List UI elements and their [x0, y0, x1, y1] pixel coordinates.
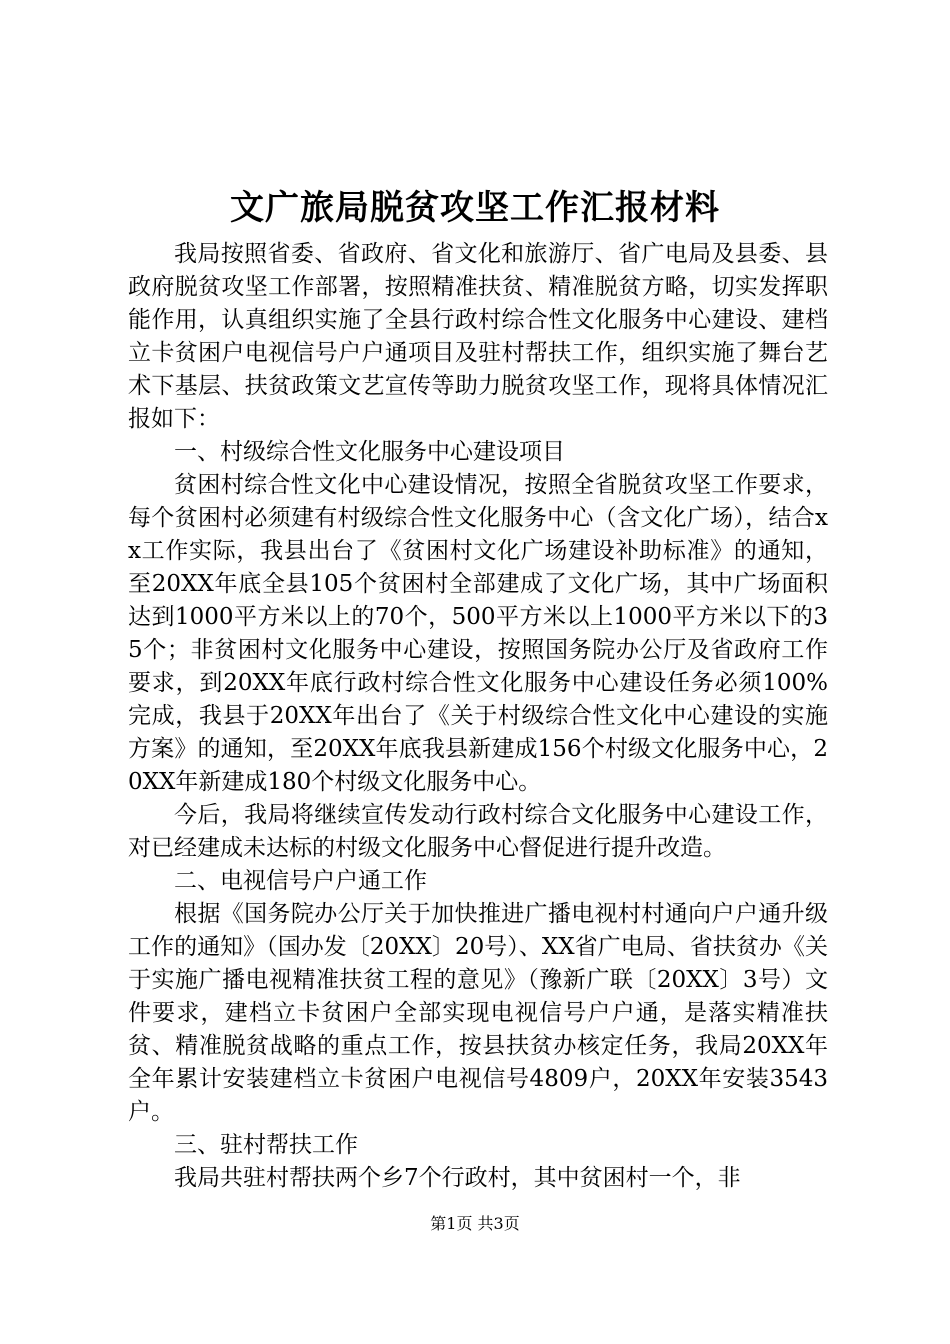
section-heading-1: 一、村级综合性文化服务中心建设项目: [174, 439, 565, 465]
intro-paragraph: 我局按照省委、省政府、省文化和旅游厅、省广电局及县委、县政府脱贫攻坚工作部署，按照精准扶贫、精准脱贫方略，切实发挥职能作用，认真组织实施了全县行政村综合性文化服务中心建设、建档立卡贫困户电视信号户户通项目及驻村帮扶工作，组织实施了舞台艺术下基层、扶贫政策文艺宣传等助力脱贫攻坚工作，现将具体情况汇报如下：: [128, 241, 828, 432]
section-heading-3: 三、驻村帮扶工作: [174, 1132, 358, 1158]
section-1-paragraph-2: 今后，我局将继续宣传发动行政村综合文化服务中心建设工作，对已经建成未达标的村级文化服务中心督促进行提升改造。: [128, 802, 828, 861]
document-title: 文广旅局脱贫攻坚工作汇报材料: [230, 188, 720, 228]
section-2-paragraph-1: 根据《国务院办公厅关于加快推进广播电视村村通向户户通升级工作的通知》（国办发〔20XX〕20号）、XX省广电局、省扶贫办《关于实施广播电视精准扶贫工程的意见》（豫新广联〔20XX〕3号）文件要求，建档立卡贫困户全部实现电视信号户户通，是落实精准扶贫、精准脱贫战略的重点工作，按县扶贫办核定任务，我局20XX年全年累计安装建档立卡贫困户电视信号4809户，20XX年安装3543户。: [128, 901, 828, 1125]
document-body: [128, 238, 828, 1195]
section-heading-2: 二、电视信号户户通工作: [174, 868, 427, 894]
section-1-paragraph-1: 贫困村综合性文化中心建设情况，按照全省脱贫攻坚工作要求，每个贫困村必须建有村级综合性文化服务中心（含文化广场），结合xx工作实际，我县出台了《贫困村文化广场建设补助标准》的通知，至20XX年底全县105个贫困村全部建成了文化广场，其中广场面积达到1000平方米以上的70个，500平方米以上1000平方米以下的35个；非贫困村文化服务中心建设，按照国务院办公厅及省政府工作要求，到20XX年底行政村综合性文化服务中心建设任务必须100%完成，我县于20XX年出台了《关于村级综合性文化中心建设的实施方案》的通知，至20XX年底我县新建成156个村级文化服务中心，20XX年新建成180个村级文化服务中心。: [128, 472, 828, 795]
page-number-footer: 第1页 共3页: [430, 1214, 520, 1233]
section-3-paragraph-1: 我局共驻村帮扶两个乡7个行政村，其中贫困村一个，非: [174, 1165, 741, 1191]
